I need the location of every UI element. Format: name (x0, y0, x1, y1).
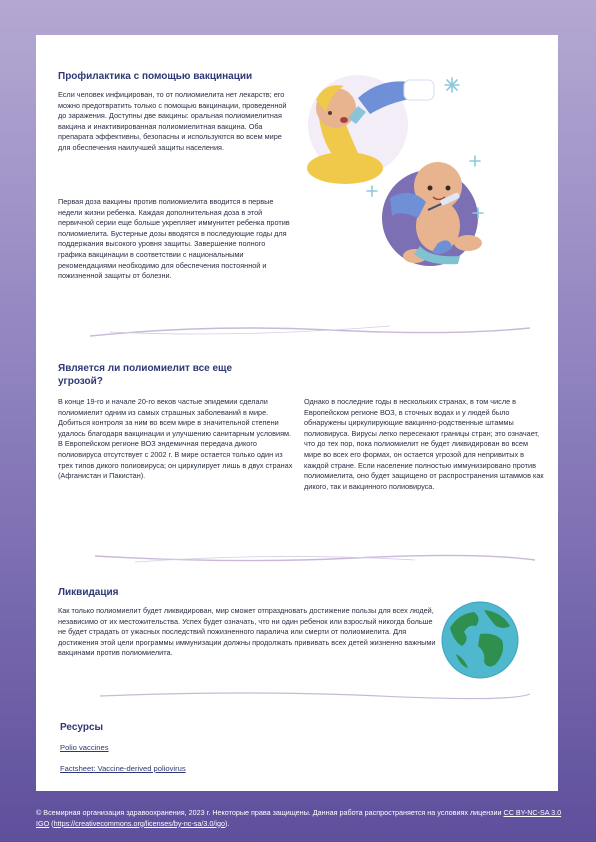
threat-column-2: Однако в последние годы в нескольких странах, в том числе в Европейском регионе ВОЗ, в сточных водах и у людей было обнаружены циркулирующие вакцинно-родственные штаммы полиовируса. Вирусы легко пересекают границы стран; это означает, что до тех пор, пока полиомиелит не будет ликвидирован во всем мире во всех его формах, он остается угрозой для непривитых в каждой стране. Если население полностью иммунизировано против полиомиелита, оно будет защищено от распространения штаммов как дикого, так и вакцинного полиовируса. (304, 397, 544, 491)
heading-threat: Является ли полиомиелит все еще угрозой? (58, 363, 233, 387)
vaccination-paragraph-1: Если человек инфицирован, то от полиомиелита нет лекарств; его можно предотвратить только с помощью вакцинации, проведенной до заражения. Доступны две вакцины: оральная полиомиелитная вакцина и инактивированная полиомиелитная вакцина. Оба препарата эффективны, безопасны и используются во всем мире для обеспечения наилучшей защиты населения. (58, 90, 287, 152)
heading-resources: Ресурсы (60, 722, 104, 733)
link-vaccine-derived-poliovirus-factsheet[interactable]: Factsheet: Vaccine-derived poliovirus (60, 764, 186, 773)
eradication-paragraph: Как только полиомиелит будет ликвидирован, мир сможет отпраздновать достижение пользы для всех людей, независимо от их местожительства. Успех будет означать, что ни один ребенок или взрослый никогда больше не будет страдать от ужасных последствий пожизненного паралича или смерти от полиомиелита. Для достижения этой цели программы иммунизации должны продолжать прививать всех детей жизненно важными вакцинами против полиомиелита. (58, 606, 436, 658)
heading-vaccination: Профилактика с помощью вакцинации (58, 71, 253, 82)
link-polio-vaccines[interactable]: Polio vaccines (60, 743, 109, 752)
threat-column-1: В конце 19-го и начале 20-го веков частые эпидемии сделали полиомиелит одним из самых страшных заболеваний в мире. Добиться контроля за ним во всем мире в значительной степени удалось благодаря вакцинации и улучшению санитарным условиям. В Европейском регионе ВОЗ эндемичная передача дикого полиовируса отсутствует с 2002 г. В мире остается только один из трех типов дикого полиовируса; он циркулирует лишь в двух странах (Афганистан и Пакистан). (58, 397, 293, 481)
vaccination-paragraph-2: Первая доза вакцины против полиомиелита вводится в первые недели жизни ребенка. Каждая дополнительная доза в этой первичной серии еще больше укрепляет иммунитет ребенка против полиомиелита. Бустерные дозы вводятся в последующие годы для поддержания высокого уровня защиты. Завершение полного графика вакцинации в соответствии с национальными рекомендациями необходимо для обеспечения постоянной и пожизненной защиты от болезни. (58, 197, 290, 281)
vaccination-illustration (300, 68, 490, 268)
section-divider (90, 322, 530, 340)
license-url-link[interactable]: https://creativecommons.org/licenses/by-nc-sa/3.0/igo (53, 818, 225, 828)
footer-url-open: ( (49, 818, 54, 828)
globe-icon (440, 600, 520, 680)
copyright-footer (36, 808, 566, 829)
section-divider (100, 688, 530, 702)
section-divider (95, 550, 535, 568)
footer-text: © Всемирная организация здравоохранения, 2023 г. Некоторые права защищены. Данная работа распространяется на условиях лицензии (36, 808, 504, 817)
heading-eradication: Ликвидация (58, 587, 119, 598)
footer-url-close: ). (224, 818, 230, 828)
license-link[interactable]: CC BY-NC-SA 3.0 IGO (36, 808, 562, 828)
